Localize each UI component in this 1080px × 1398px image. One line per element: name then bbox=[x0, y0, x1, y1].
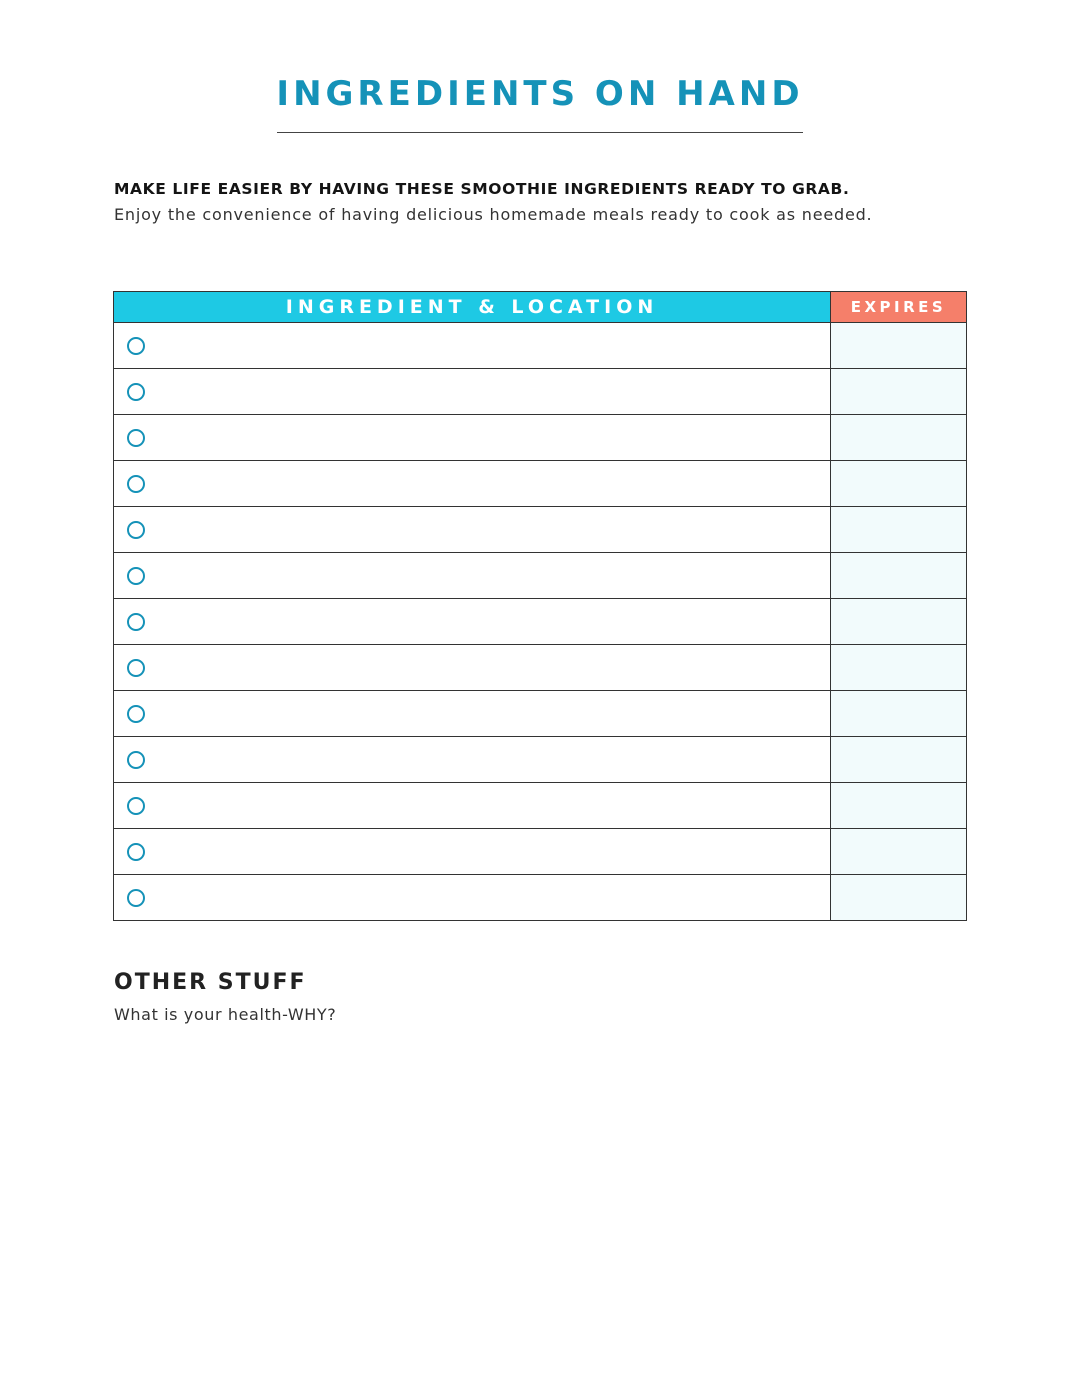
ingredient-cell[interactable] bbox=[114, 553, 831, 598]
table-row bbox=[114, 645, 966, 691]
page-title: INGREDIENTS ON HAND bbox=[276, 74, 804, 114]
checkbox-circle-icon[interactable] bbox=[127, 521, 145, 539]
ingredient-cell[interactable] bbox=[114, 461, 831, 506]
ingredient-cell[interactable] bbox=[114, 415, 831, 460]
table-row bbox=[114, 323, 966, 369]
table-row bbox=[114, 875, 966, 920]
column-header-ingredient: INGREDIENT & LOCATION bbox=[114, 292, 831, 322]
expires-cell[interactable] bbox=[831, 691, 966, 736]
ingredient-cell[interactable] bbox=[114, 829, 831, 874]
checkbox-circle-icon[interactable] bbox=[127, 567, 145, 585]
table-header bbox=[114, 292, 966, 323]
checkbox-circle-icon[interactable] bbox=[127, 337, 145, 355]
ingredient-cell[interactable] bbox=[114, 737, 831, 782]
ingredient-cell[interactable] bbox=[114, 691, 831, 736]
other-stuff-heading: OTHER STUFF bbox=[114, 970, 307, 995]
ingredient-cell[interactable] bbox=[114, 507, 831, 552]
expires-cell[interactable] bbox=[831, 737, 966, 782]
table-row bbox=[114, 415, 966, 461]
table-row bbox=[114, 599, 966, 645]
table-row bbox=[114, 507, 966, 553]
checkbox-circle-icon[interactable] bbox=[127, 751, 145, 769]
expires-cell[interactable] bbox=[831, 369, 966, 414]
expires-cell[interactable] bbox=[831, 645, 966, 690]
ingredient-cell[interactable] bbox=[114, 323, 831, 368]
expires-cell[interactable] bbox=[831, 461, 966, 506]
table-row bbox=[114, 553, 966, 599]
ingredients-table bbox=[113, 291, 967, 921]
expires-cell[interactable] bbox=[831, 829, 966, 874]
ingredient-cell[interactable] bbox=[114, 369, 831, 414]
checkbox-circle-icon[interactable] bbox=[127, 659, 145, 677]
checkbox-circle-icon[interactable] bbox=[127, 889, 145, 907]
column-header-expires: EXPIRES bbox=[831, 292, 966, 322]
checkbox-circle-icon[interactable] bbox=[127, 797, 145, 815]
ingredient-cell[interactable] bbox=[114, 645, 831, 690]
expires-cell[interactable] bbox=[831, 599, 966, 644]
checkbox-circle-icon[interactable] bbox=[127, 429, 145, 447]
ingredient-cell[interactable] bbox=[114, 783, 831, 828]
title-divider bbox=[277, 132, 803, 133]
expires-cell[interactable] bbox=[831, 415, 966, 460]
table-row bbox=[114, 829, 966, 875]
expires-cell[interactable] bbox=[831, 875, 966, 920]
intro-text: Enjoy the convenience of having delicious homemade meals ready to cook as needed. bbox=[114, 205, 873, 224]
other-stuff-prompt: What is your health-WHY? bbox=[114, 1005, 337, 1024]
expires-cell[interactable] bbox=[831, 783, 966, 828]
table-row bbox=[114, 783, 966, 829]
table-row bbox=[114, 369, 966, 415]
intro-heading: MAKE LIFE EASIER BY HAVING THESE SMOOTHIE INGREDIENTS READY TO GRAB. bbox=[114, 180, 850, 198]
table-row bbox=[114, 737, 966, 783]
ingredient-cell[interactable] bbox=[114, 875, 831, 920]
checkbox-circle-icon[interactable] bbox=[127, 613, 145, 631]
expires-cell[interactable] bbox=[831, 553, 966, 598]
table-row bbox=[114, 461, 966, 507]
ingredient-cell[interactable] bbox=[114, 599, 831, 644]
expires-cell[interactable] bbox=[831, 507, 966, 552]
table-body bbox=[114, 323, 966, 920]
checkbox-circle-icon[interactable] bbox=[127, 383, 145, 401]
checkbox-circle-icon[interactable] bbox=[127, 705, 145, 723]
table-row bbox=[114, 691, 966, 737]
expires-cell[interactable] bbox=[831, 323, 966, 368]
checkbox-circle-icon[interactable] bbox=[127, 475, 145, 493]
checkbox-circle-icon[interactable] bbox=[127, 843, 145, 861]
